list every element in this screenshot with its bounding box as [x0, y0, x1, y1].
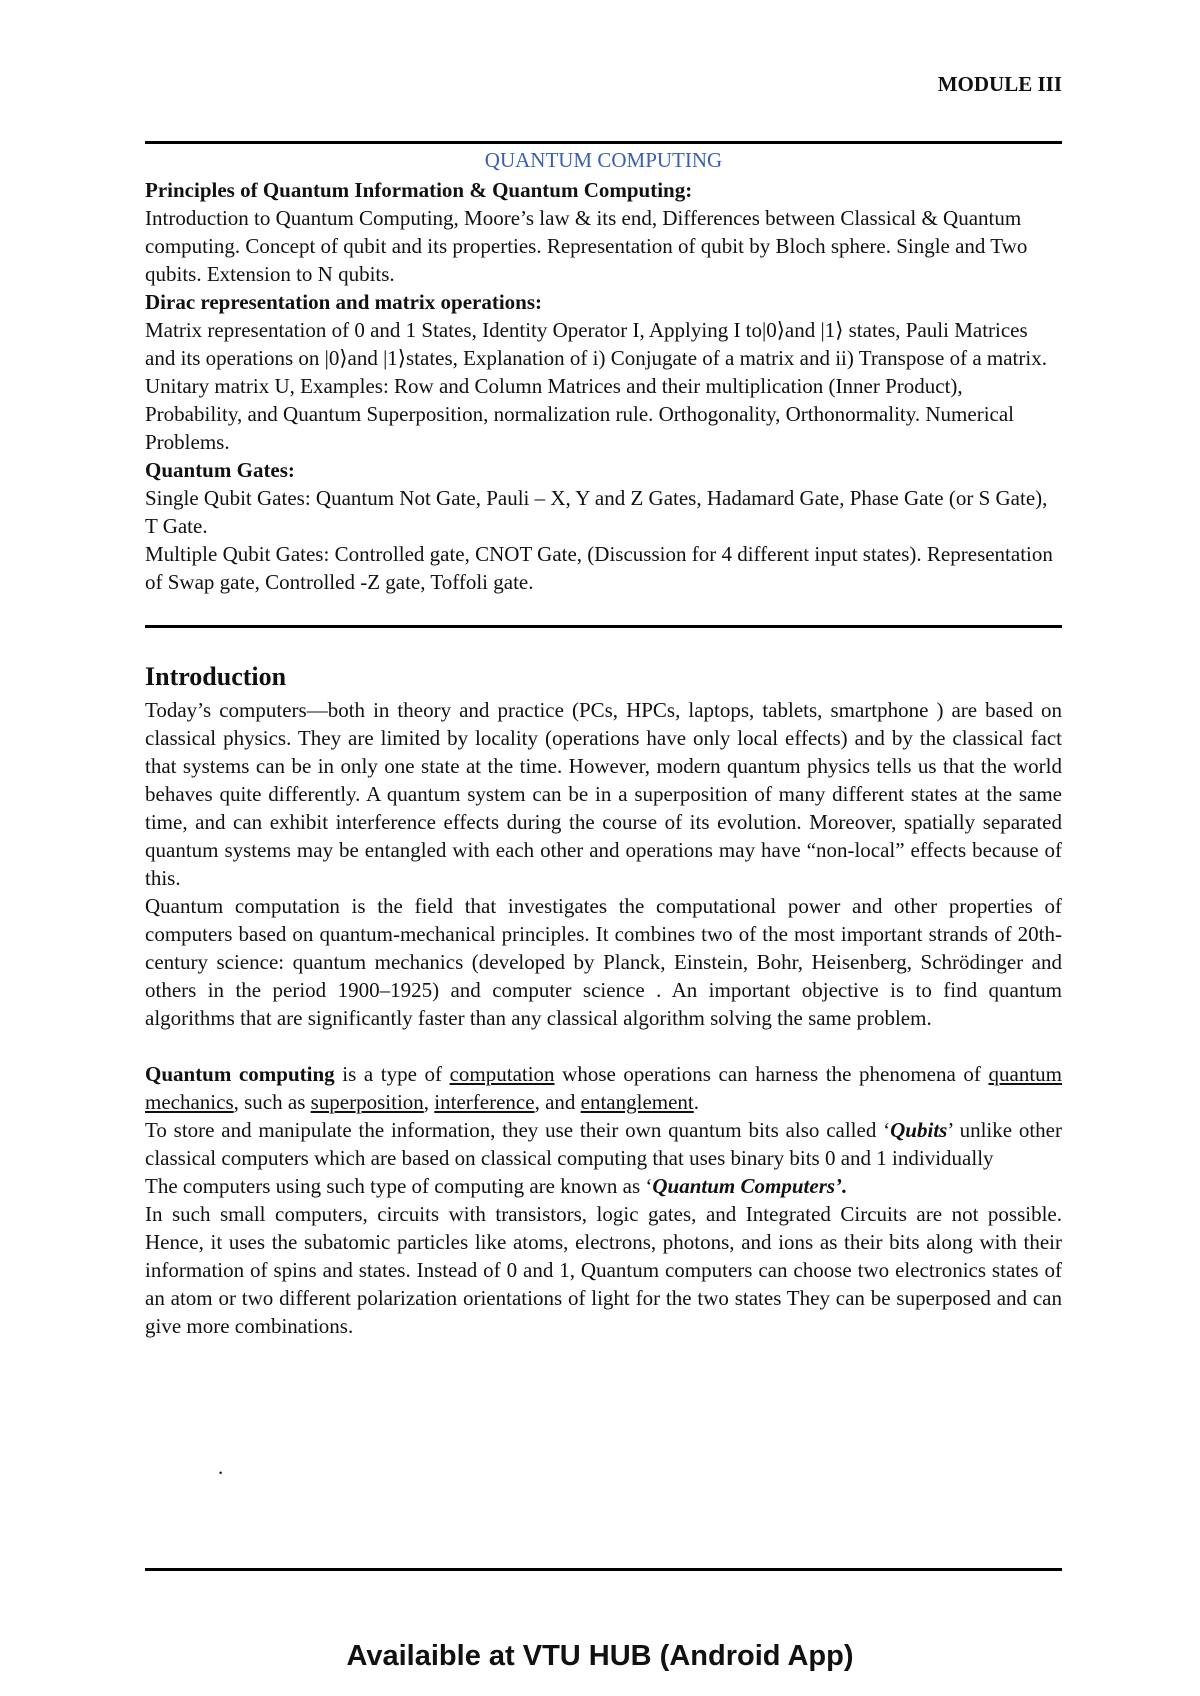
text-run: . — [693, 1090, 700, 1114]
syllabus-divider — [145, 625, 1062, 628]
link-quantum-mechanics[interactable]: quantum mechanics — [145, 1062, 1062, 1114]
link-interference[interactable]: interference — [434, 1090, 535, 1114]
bottom-divider — [145, 1568, 1062, 1571]
stray-dot: . — [218, 1455, 224, 1479]
qubits-term: Qubits — [890, 1118, 948, 1142]
text-run: , such as — [233, 1090, 311, 1114]
qubits-paragraph — [145, 1116, 1062, 1172]
quantum-computing-term: Quantum computing — [145, 1062, 335, 1086]
section-text-multi-gates: Multiple Qubit Gates: Controlled gate, CNOT Gate, (Discussion for 4 different input states). Representation of Swap gate, Controlled -Z gate, Toffoli gate. — [145, 542, 1053, 594]
intro-paragraph-1: Today’s computers—both in theory and practice (PCs, HPCs, laptops, tablets, smartphone ) are based on classical physics. They are limited by locality (operations have only local effects) and by the classical fact that systems can be in only one state at the time. However, modern quantum physics tells us that the world behaves quite differently. A quantum system can be in a superposition of many different states at the same time, and can exhibit interference effects during the course of its evolution. Moreover, spatially separated quantum systems may be entangled with each other and operations may have “non-local” effects because of this. — [145, 698, 1062, 890]
paragraph-gap — [145, 1032, 1062, 1060]
quantum-computing-paragraph — [145, 1060, 1062, 1116]
introduction-heading: Introduction — [145, 662, 287, 691]
section-heading-dirac: Dirac representation and matrix operations: — [145, 290, 543, 314]
section-heading-principles: Principles of Quantum Information & Quantum Computing: — [145, 178, 693, 202]
module-label: MODULE III — [937, 72, 1062, 96]
text-run: , and — [534, 1090, 581, 1114]
footer-note: Availaible at VTU HUB (Android App) — [346, 1640, 854, 1672]
link-entanglement[interactable]: entanglement — [580, 1090, 694, 1114]
intro-paragraph-2: Quantum computation is the field that investigates the computational power and other properties of computers based on quantum-mechanical principles. It combines two of the most important strands of 20th-century science: quantum mechanics (developed by Planck, Einstein, Bohr, Heisenberg, Schrödinger and others in the period 1900–1925) and computer science . An important objective is to find quantum algorithms that are significantly faster than any classical algorithm solving the same problem. — [145, 894, 1062, 1030]
intro-paragraph-last: In such small computers, circuits with transistors, logic gates, and Integrated Circuits are not possible. Hence, it uses the subatomic particles like atoms, electrons, photons, and ions as their bits along with their information of spins and states. Instead of 0 and 1, Quantum computers can choose two electronics states of an atom or two different polarization orientations of light for the two states They can be superposed and can give more combinations. — [145, 1202, 1062, 1338]
link-computation[interactable]: computation — [449, 1062, 555, 1086]
text-run: whose operations can harness the phenomena of — [554, 1062, 989, 1086]
introduction-section — [145, 660, 1062, 1340]
link-superposition[interactable]: superposition — [310, 1090, 424, 1114]
section-text-dirac: Matrix representation of 0 and 1 States, Identity Operator I, Applying I to|0⟩and |1⟩ states, Pauli Matrices and its operations on |0⟩and |1⟩states, Explanation of i) Conjugate of a matrix and ii) Transpose of a matrix. Unitary matrix U, Examples: Row and Column Matrices and their multiplication (Inner Product), Probability, and Quantum Superposition, normalization rule. Orthogonality, Orthonormality. Numerical Problems. — [145, 318, 1047, 454]
text-run: ’ unlike other classical computers which are based on classical computing that uses binary bits 0 and 1 individually — [145, 1118, 1063, 1170]
course-title: QUANTUM COMPUTING — [484, 148, 723, 172]
section-heading-gates: Quantum Gates: — [145, 458, 295, 482]
quantum-computers-paragraph — [145, 1172, 1062, 1200]
section-text-single-gates: Single Qubit Gates: Quantum Not Gate, Pauli – X, Y and Z Gates, Hadamard Gate, Phase Gate (or S Gate), T Gate. — [145, 486, 1048, 538]
text-run: To store and manipulate the information, they use their own quantum bits also called ‘ — [145, 1118, 891, 1142]
section-text-principles: Introduction to Quantum Computing, Moore’s law & its end, Differences between Classical & Quantum computing. Concept of qubit and its properties. Representation of qubit by Bloch sphere. Single and Two qubits. Extension to N qubits. — [145, 206, 1028, 286]
syllabus-block — [145, 146, 1062, 596]
text-run: The computers using such type of computing are known as ‘ — [145, 1174, 653, 1198]
text-run: is a type of — [334, 1062, 450, 1086]
quantum-computers-term: Quantum Computers’. — [652, 1174, 848, 1198]
text-run: , — [423, 1090, 435, 1114]
top-divider — [145, 141, 1062, 144]
